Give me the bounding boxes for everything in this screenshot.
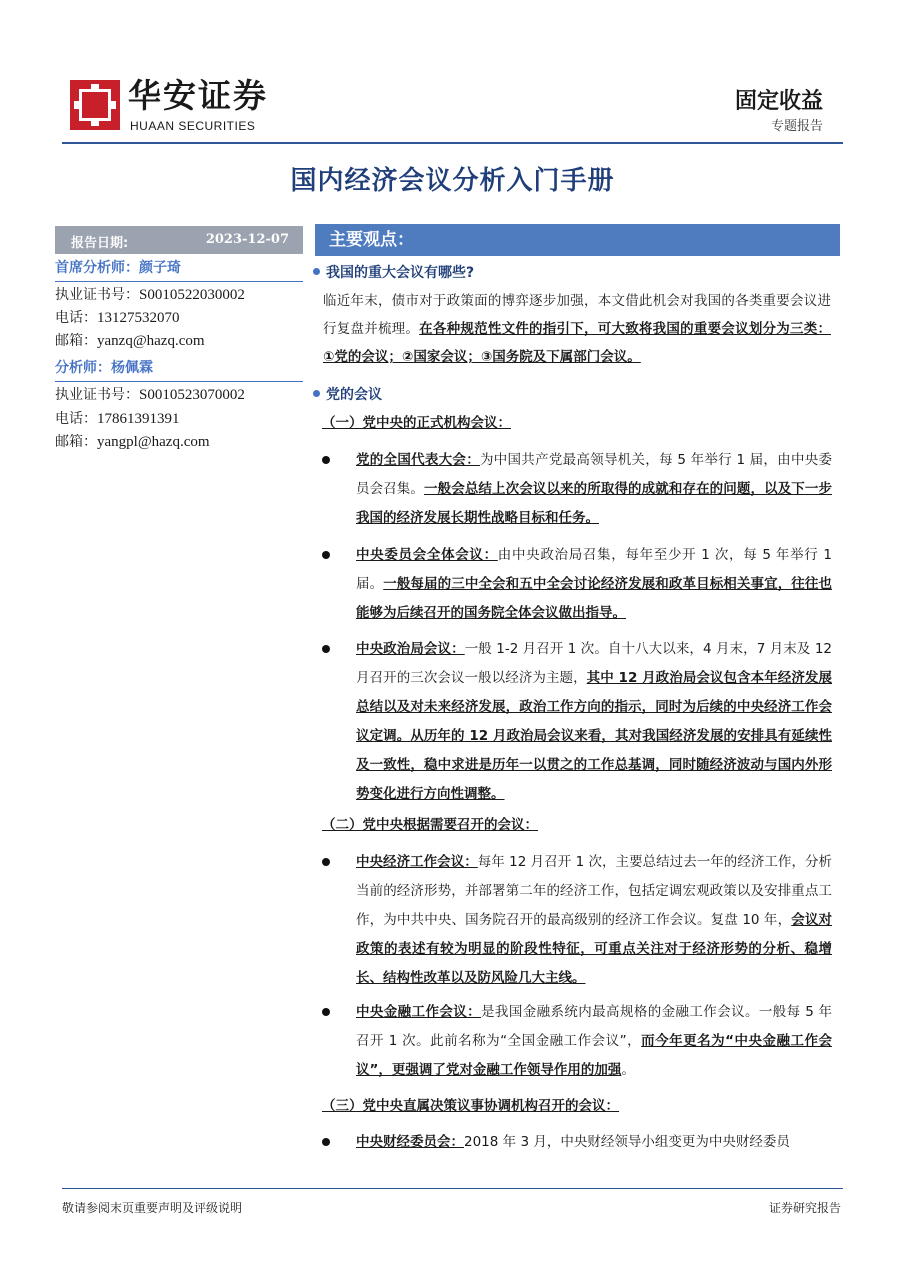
report-subcategory: 专题报告 (770, 119, 823, 134)
subsection-2: （二）党中央根据需要召开的会议： (322, 817, 538, 833)
header-divider (62, 142, 843, 144)
report-date-label: 报告日期: (71, 236, 129, 251)
subsection-3: （三）党中央直属决策议事协调机构召开的会议： (322, 1098, 619, 1114)
analyst2-email[interactable]: 邮箱：yangpl@hazq.com (55, 434, 210, 450)
list-item: 党的全国代表大会：为中国共产党最高领导机关，每 5 年举行 1 届，由中央委员会召集。一般会总结上次会议以来的所取得的成就和存在的问题，以及下一步我国的经济发展长期性战略目标和任务。 (356, 452, 833, 526)
analyst1-phone: 电话：13127532070 (55, 310, 180, 326)
logo-english-text: HUAAN SECURITIES (130, 119, 256, 133)
chief-analyst-title: 首席分析师：颜子琦 (55, 260, 181, 276)
analyst2-phone: 电话：17861391391 (55, 411, 180, 427)
main-points-bar (315, 224, 840, 256)
company-logo (70, 80, 120, 130)
section-party-meetings: 党的会议 (313, 385, 382, 405)
list-item: 中央政治局会议：一般 1-2 月召开 1 次。自十八大以来，4 月末，7 月末及 12 月召开的三次会议一般以经济为主题，其中 12 月政治局会议包含本年经济发展总结以及对未来经济发展，政治工作方向的指示，同时为后续的中央经济工作会议定调。从历年的 12 月政治局会议来看，其对我国经济发展的安排具有延续性及一致性，稳中求进是历年一以贯之的工作总基调，同时随经济波动与国内外形势变化进行方向性调整。 (356, 641, 833, 802)
analyst1-email[interactable]: 邮箱：yanzq@hazq.com (55, 333, 205, 349)
analyst2-cert: 执业证书号：S0010523070002 (55, 387, 245, 403)
bullet-icon (322, 551, 330, 559)
intro-paragraph: 临近年末，债市对于政策面的博弈逐步加强，本文借此机会对我国的各类重要会议进行复盘并梳理。在各种规范性文件的指引下，可大致将我国的重要会议划分为三类：①党的会议；②国家会议；③国务院及下属部门会议。 (323, 293, 832, 365)
list-item: 中央经济工作会议：每年 12 月召开 1 次，主要总结过去一年的经济工作，分析当前的经济形势，并部署第二年的经济工作，包括定调宏观政策以及安排重点工作，为中共中央、国务院召开的最高级别的经济工作会议。复盘 10 年，会议对政策的表述有较为明显的阶段性特征，可重点关注对于经济形势的分析、稳增长、结构性改革以及防风险几大主线。 (356, 854, 833, 986)
bullet-dot-icon (313, 390, 320, 397)
bullet-icon (322, 858, 330, 866)
list-item: 中央委员会全体会议：由中央政治局召集，每年至少开 1 次，每 5 年举行 1 届。一般每届的三中全会和五中全会讨论经济发展和政革目标相关事宜，往往也能够为后续召开的国务院全体会议做出指导。 (356, 547, 833, 621)
analyst-divider (55, 281, 303, 282)
analyst-title: 分析师：杨佩霖 (55, 360, 153, 376)
bullet-icon (322, 1138, 330, 1146)
list-item: 中央金融工作会议：是我国金融系统内最高规格的金融工作会议。一般每 5 年召开 1 次。此前名称为“全国金融工作会议”，而今年更名为“中央金融工作会议”，更强调了党对金融工作领导作用的加强。 (356, 1004, 833, 1078)
list-item: 中央财经委员会：2018 年 3 月，中央财经领导小组变更为中央财经委员 (356, 1134, 790, 1150)
page-title: 国内经济会议分析入门手册 (290, 166, 615, 196)
bullet-icon (322, 456, 330, 464)
footer-divider (62, 1188, 843, 1189)
section-question: 我国的重大会议有哪些? (313, 263, 474, 283)
logo-chinese-text: 华安证券 (128, 76, 268, 115)
analyst1-cert: 执业证书号：S0010522030002 (55, 287, 245, 303)
main-points-heading: 主要观点： (329, 230, 414, 250)
bullet-icon (322, 645, 330, 653)
subsection-1: （一）党中央的正式机构会议： (322, 415, 511, 431)
report-date-value: 2023-12-07 (205, 232, 289, 247)
bullet-dot-icon (313, 268, 320, 275)
footer-disclaimer: 敬请参阅末页重要声明及评级说明 (62, 1201, 243, 1215)
report-category: 固定收益 (734, 89, 823, 114)
footer-report-type: 证券研究报告 (768, 1201, 841, 1215)
report-date-bar (55, 226, 303, 254)
bullet-icon (322, 1008, 330, 1016)
analyst-divider (55, 381, 303, 382)
